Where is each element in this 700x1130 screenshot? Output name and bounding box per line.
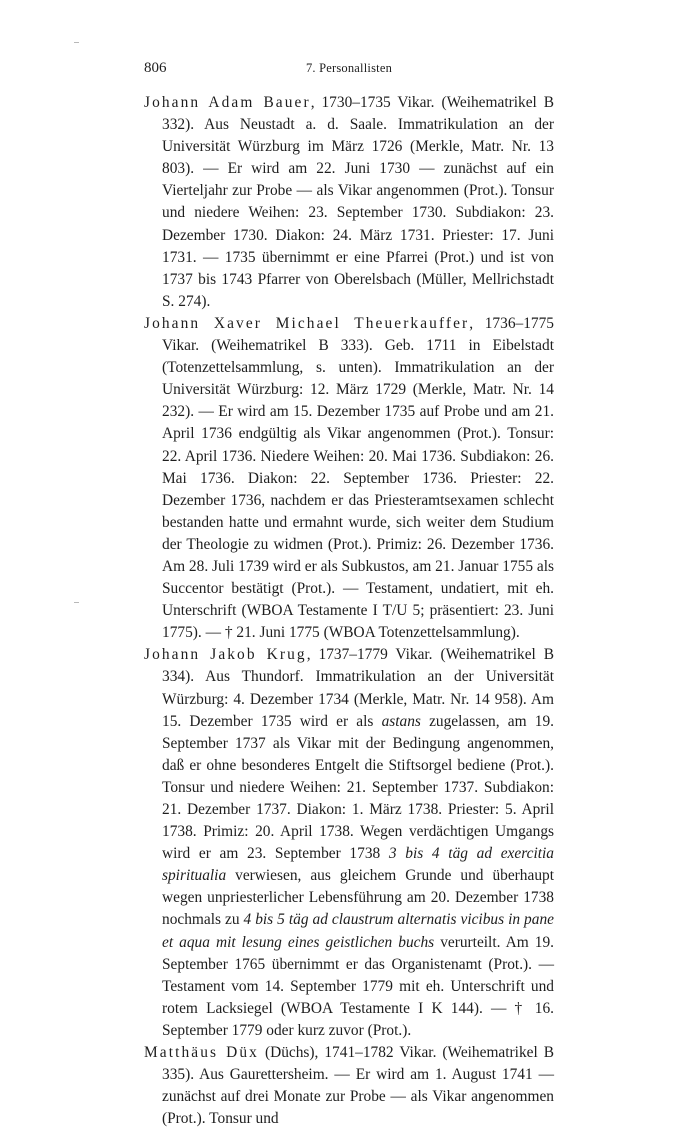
running-head: 7. Personallisten (305, 61, 393, 75)
entry-duex (144, 1042, 554, 1130)
entry-text: verurteilt. Am 19. September 1765 übernimmt er das Organistenamt (Prot.). — Testament vom 14. September 1779 mit eh. Unterschrift und rotem Lacksiegel (WBOA Testamente I K 144). — † 16. September 1779 oder kurz zuvor (Prot.). (162, 933, 554, 1039)
page-header (144, 60, 554, 80)
entry-name: Johann Jakob Krug (144, 646, 307, 664)
entry-bauer (144, 92, 554, 313)
entry-text: , 1730–1735 Vikar. (Weihematrikel B 332). Aus Neustadt a. d. Saale. Immatrikulation an der Universität Würzburg im März 1726 (Merkle, Matr. Nr. 13 803). — Er wird am 22. Juni 1730 — zunächst auf ein Vierteljahr zur Probe — als Vikar angenommen (Prot.). Tonsur und niedere Weihen: 23. September 1730. Subdiakon: 23. Dezember 1730. Diakon: 24. März 1731. Priester: 17. Juni 1731. — 1735 übernimmt er eine Pfarrei (Prot.) und ist von 1737 bis 1743 Pfarrer von Oberelsbach (Müller, Mellrichstadt S. 274). (162, 94, 555, 310)
entry-theuerkauffer (144, 313, 554, 644)
italic-phrase: astans (381, 712, 421, 730)
entry-text: zugelassen, am 19. September 1737 als Vikar mit der Bedingung angenommen, daß er ohne besonderes Entgelt die Stiftsorgel bediene (Prot.). Tonsur und niedere Weihen: 21. September 1737. Subdiakon: 21. Dezember 1737. Diakon: 1. März 1738. Priester: 5. April 1738. Primiz: 20. April 1738. Wegen verdächtigen Umgangs wird er am 23. September 1738 (162, 712, 554, 863)
italic-phrase: 4 bis 5 täg ad claustrum alternatis vicibus in pane et aqua mit lesung eines geistlichen buchs (162, 911, 554, 951)
entry-name: Matthäus Düx (144, 1044, 259, 1062)
margin-mark (74, 42, 79, 43)
margin-mark (74, 602, 79, 603)
entry-krug (144, 644, 554, 1042)
entry-name: Johann Adam Bauer (144, 94, 311, 111)
entry-text: (Düchs), 1741–1782 Vikar. (Weihematrikel B 335). Aus Gaurettersheim. — Er wird am 1. August 1741 — zunächst auf drei Monate zur Probe — als Vikar angenommen (Prot.). Tonsur und (162, 1044, 554, 1128)
italic-phrase: 3 bis 4 täg ad exercitia spiritualia (162, 845, 554, 885)
entry-text: , 1737–1779 Vikar. (Weihematrikel B 334). Aus Thundorf. Immatrikulation an der Universität Würzburg: 4. Dezember 1734 (Merkle, Matr. Nr. 14 958). Am 15. Dezember 1735 wird er als (162, 646, 554, 730)
entry-name: Johann Xaver Michael Theuerkauffer (144, 314, 470, 332)
body-text (144, 92, 554, 1130)
entry-text: verwiesen, aus gleichem Grunde und überhaupt wegen unpriesterlicher Lebensführung am 20. Dezember 1738 nochmals zu (162, 867, 554, 929)
entry-text: , 1736–1775 Vikar. (Weihematrikel B 333). Geb. 1711 in Eibelstadt (Totenzettelsammlung, s. unten). Immatrikulation an der Universität Würzburg: 12. März 1729 (Merkle, Matr. Nr. 14 232). — Er wird am 15. Dezember 1735 auf Probe und am 21. April 1736 endgültig als Vikar angenommen (Prot.). Tonsur: 22. April 1736. Niedere Weihen: 20. Mai 1736. Subdiakon: 26. Mai 1736. Diakon: 22. September 1736. Priester: 22. Dezember 1736, nachdem er das Priesteramtsexamen schlecht bestanden hatte und ermahnt wurde, sich weiter dem Studium der Theologie zu widmen (Prot.). Primiz: 26. Dezember 1736. Am 28. Juli 1739 wird er als Subkustos, am 21. Januar 1755 als Succentor bestätigt (Prot.). — Testament, undatiert, mit eh. Unterschrift (WBOA Testamente I T/U 5; präsentiert: 23. Juni 1775). — † 21. Juni 1775 (WBOA Totenzettelsammlung). (162, 314, 555, 642)
page-number: 806 (144, 60, 167, 76)
